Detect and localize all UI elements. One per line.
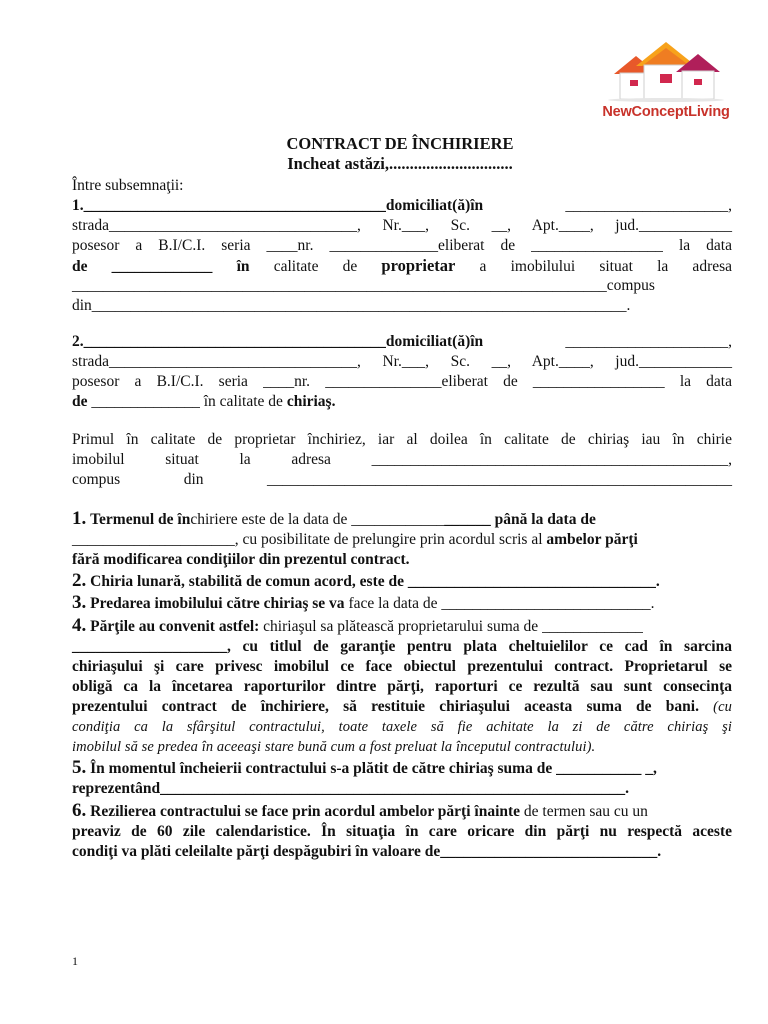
- clause1-start-date: chiriere este de la data de ____________: [190, 511, 445, 528]
- party1-de-label: de: [72, 258, 88, 275]
- clause1-extension-text: _____________________, cu posibilitate de prelungire prin acordul scris al: [72, 531, 543, 548]
- clause4-line1: [72, 616, 732, 637]
- clause5-number: 5.: [72, 757, 87, 778]
- clause2-text: Chiria lunară, stabilită de comun acord, este de ________________________________.: [90, 573, 660, 590]
- clause4-line4: obligă ca la încetarea raporturilor dintre părţi, raporturi ce rezultă sau sunt consecinţa: [72, 678, 732, 695]
- party1-line1: [72, 196, 732, 216]
- clause3-text-b: face la data de ___________________________.: [348, 595, 655, 612]
- clause6-text-a: Rezilierea contractului se face prin acordul ambelor părţi înainte: [90, 803, 521, 820]
- rental-paragraph-line1: Primul în calitate de proprietar închiriez, iar al doilea în calitate de chiriaş iau în chirie: [72, 431, 732, 448]
- clause4-line3: chiriaşului şi care privesc imobilul ce face obiectul prezentului contract. Proprietarul se: [72, 658, 732, 675]
- clause6-number: 6.: [72, 800, 87, 821]
- document-title: CONTRACT DE ÎNCHIRIERE: [286, 134, 514, 153]
- party1-in-label: în: [236, 258, 250, 275]
- clause1-line3: fără modificarea condiţiilor din prezentul contract.: [72, 551, 410, 568]
- party2-role: chiriaş.: [286, 393, 336, 410]
- clause1-term-label: Termenul de în: [90, 511, 191, 528]
- document-subtitle: Incheat astăzi,..............................: [287, 154, 513, 173]
- clause4-agreed-label: Părţile au convenit astfel:: [90, 618, 260, 635]
- intro-line: Între subsemnaţii:: [72, 177, 184, 194]
- party2-name-blank: _______________________________________: [83, 333, 386, 350]
- party2-de-label: de: [72, 393, 88, 410]
- party1-line4: [72, 256, 732, 277]
- clause1-line2: [72, 530, 732, 550]
- clause4-line6: condiţia ca la sfârşitul contractului, toate taxele să fie achitate la zi de către chiriaş şi: [72, 719, 732, 735]
- party1-line3: posesor a B.I/C.I. seria ____nr. ______________eliberat de _________________ la data: [72, 237, 732, 254]
- party1-role: proprietar: [381, 256, 456, 275]
- party2-date-blank: ______________: [91, 393, 200, 410]
- clause4-line5: [72, 697, 732, 717]
- party1-line2: strada________________________________, Nr.___, Sc. __, Apt.____, jud.____________: [72, 217, 732, 234]
- clause6-line2: preaviz de 60 zile calendaristice. În situaţia în care oricare din părţi nu respectă aceste: [72, 823, 732, 840]
- party1-calitate-label: calitate de: [273, 258, 358, 275]
- page-number: 1: [72, 954, 78, 968]
- clause4-note-start: (cu: [713, 699, 732, 715]
- clause4-line7: imobilul să se predea în aceeaşi stare bună cum a fost preluat la începutul contractului).: [72, 739, 596, 755]
- rental-paragraph-line3: compus din ____________________________________________________________: [72, 471, 732, 488]
- clause3-line: [72, 593, 732, 614]
- party1-date-blank: _____________: [111, 258, 213, 275]
- clause6-line1: [72, 801, 732, 822]
- party1-name-blank: _______________________________________: [83, 197, 386, 214]
- clause6-line3: condiţi va plăti celeilalte părţi despăgubiri în valoare de____________________________.: [72, 843, 662, 860]
- party2-domicile-blank: _____________________,: [565, 333, 732, 350]
- party2-line1: [72, 332, 732, 352]
- clause2-number: 2.: [72, 570, 87, 591]
- clause3-number: 3.: [72, 592, 87, 613]
- company-logo: [592, 40, 740, 124]
- clause5-text: În momentul încheierii contractului s-a plătit de către chiriaş suma de ___________ _,: [90, 760, 657, 777]
- clause1-end-date: ______ până la data de: [444, 511, 596, 528]
- clause3-text-a: Predarea imobilului către chiriaş se va: [90, 595, 345, 612]
- party2-domicile-label: domiciliat(ă)în: [385, 333, 484, 350]
- party1-line5: _____________________________________________________________________compus: [72, 277, 655, 294]
- clause5-line2: reprezentând____________________________________________________________.: [72, 780, 629, 797]
- party2-line2: strada________________________________, Nr.___, Sc. __, Apt.____, jud.____________: [72, 353, 732, 370]
- clause1-number: 1.: [72, 508, 87, 529]
- clause5-line1: [72, 758, 732, 779]
- clause6-text-b: de termen sau cu un: [523, 803, 648, 820]
- party1-address-label: a imobilului situat la adresa: [479, 258, 733, 275]
- clause4-restitution-text: prezentului contract de închiriere, să restituie chiriaşului aceasta suma de bani.: [72, 698, 699, 715]
- party2-line3: posesor a B.I/C.I. seria ____nr. _______________eliberat de _________________ la data: [72, 373, 732, 390]
- rental-paragraph-line2: imobilul situat la adresa ______________________________________________,: [72, 451, 732, 468]
- party1-domicile-blank: _____________________,: [565, 197, 732, 214]
- clause4-amount-text: chiriaşul sa plătească proprietarului suma de _____________: [263, 618, 643, 635]
- party2-line4: [72, 392, 732, 412]
- clause1-line1: [72, 509, 732, 530]
- party1-line6: din_____________________________________________________________________.: [72, 297, 631, 314]
- clause1-both-parties: ambelor părţi: [546, 531, 638, 548]
- clause2-line: [72, 571, 732, 592]
- logo-text: NewConceptLiving: [602, 104, 730, 120]
- clause4-number: 4.: [72, 615, 87, 636]
- houses-logo-icon: [606, 40, 726, 102]
- party2-calitate-label: în calitate de: [203, 393, 283, 410]
- party2-number: 2.: [72, 333, 84, 350]
- clause4-line2: ____________________, cu titlul de garanţie pentru plata cheltuielilor ce cad în sarcina: [72, 638, 732, 655]
- party1-number: 1.: [72, 197, 84, 214]
- party1-domicile-label: domiciliat(ă)în: [385, 197, 484, 214]
